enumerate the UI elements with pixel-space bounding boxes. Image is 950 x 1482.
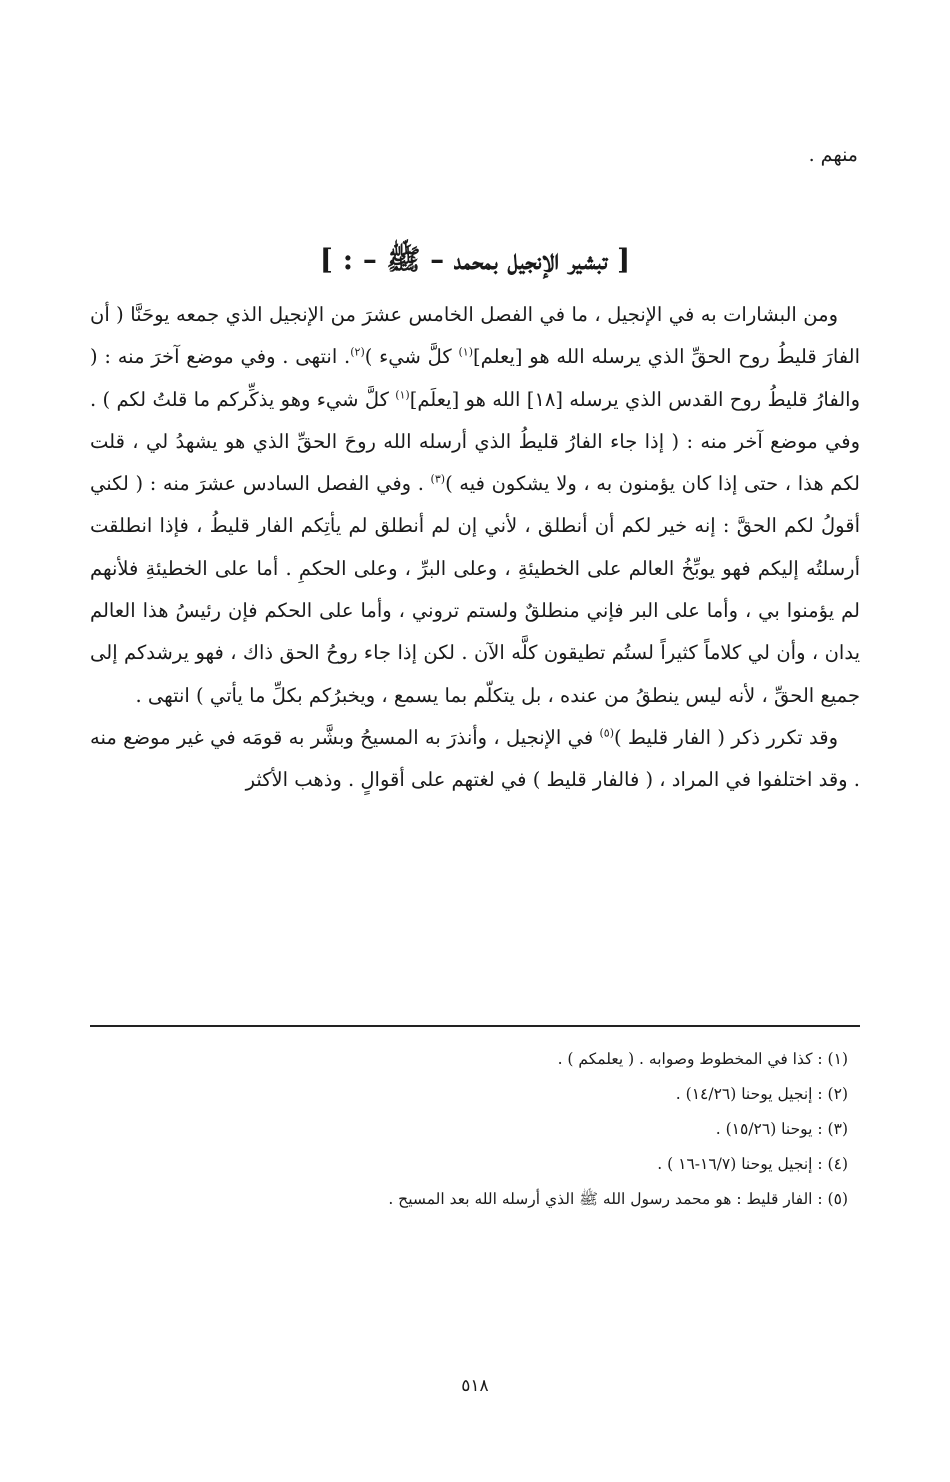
footnote: (١) : كذا في المخطوط وصوابه . ( يعلمكم ) .: [557, 1050, 848, 1068]
text-run: . انتهى . وفي موضع آخرَ منه : ( والفارُ قليطُ روح القدس الذي يرسله [١٨] الله هو [يعلَم]: [90, 345, 860, 411]
footnote: (٤) : إنجيل يوحنا (١٦/٧-١٦ ) .: [657, 1155, 848, 1173]
text-run: كلَّ شيء ): [364, 345, 459, 369]
footnote: (٥) : الفار قليط : هو محمد رسول الله ﷺ الذي أرسله الله بعد المسيح .: [388, 1190, 848, 1208]
paragraph: [90, 294, 860, 717]
text-run: في الإنجيل ، وأنذرَ به المسيحُ وبشَّر به قومَه في غير موضع منه . وقد اختلفوا في المراد ، ( فالفار قليط ) في لغتهم على أقوالٍ . وذهب الأكثر: [90, 725, 860, 792]
footnote-ref: (٣): [430, 472, 446, 486]
footnote: (٣) : يوحنا (١٥/٢٦) .: [715, 1120, 848, 1138]
text-run: كلَّ شيء وهو يذكِّركم ما قلتُ لكم ) . وفي موضع آخر منه : ( إذا جاء الفارُ قليطُ الذي أرسله الله روحَ الحقِّ الذي هو يشهدُ لي ، قلت لكم هذا ، حتى إذا كان يؤمنون به ، ولا يشكون فيه ): [90, 387, 860, 496]
text-run: . وفي الفصل السادس عشرَ منه : ( لكني أقولُ لكم الحقَّ : إنه خير لكم أن أنطلق ، لأني إن لم أنطلق لم يأتِكم الفار قليطُ ، فإذا انطلقت أرسلتُه إليكم فهو يوبِّخُ العالم على الخطيئةِ ، وعلى البرِّ ، وعلى الحكمِ . أما على الخطيئةِ فلأنهم لم يؤمنوا بي ، وأما على البر فإني منطلقٌ ولستم تروني ، وأما على الحكم فإن رئيسُ هذا العالم يدان ، وأن لي كلاماً كثيراً لستُم تطيقون كلَّه الآن . لكن إذا جاء روحُ الحق ذاك ، فهو يرشدكم إلى جميع الحقِّ ، لأنه ليس ينطقُ من عنده ، بل يتكلّم بما يسمع ، ويخبرُكم بكلِّ ما يأتي ) انتهى .: [90, 472, 860, 707]
page-number: ٥١٨: [461, 1376, 489, 1396]
carryover-text: منهم .: [808, 144, 858, 166]
footnote-ref: (١): [458, 345, 473, 359]
footnotes: [90, 1042, 848, 1217]
text-run: وقد تكرر ذكر ( الفار قليط ): [614, 725, 839, 749]
footnote-ref: (١): [395, 388, 410, 402]
footnote: (٢) : إنجيل يوحنا (١٤/٢٦) .: [675, 1085, 848, 1103]
footnote-divider: [90, 1025, 860, 1027]
footnote-ref: (٥): [599, 726, 614, 740]
body-text: [90, 294, 860, 802]
footnote-ref: (٢): [350, 345, 365, 359]
text-run: ومن البشارات به في الإنجيل ، ما في الفصل الخامس عشرَ من الإنجيل الذي جمعه يوحَنَّا ( أن الفارَ قليطُ روح الحقِّ الذي يرسله الله هو [يعلم]: [90, 303, 860, 369]
paragraph: [90, 717, 860, 802]
section-heading: [ تبشير الإنجيل بمحمد – ﷺ – : ]: [319, 243, 631, 276]
